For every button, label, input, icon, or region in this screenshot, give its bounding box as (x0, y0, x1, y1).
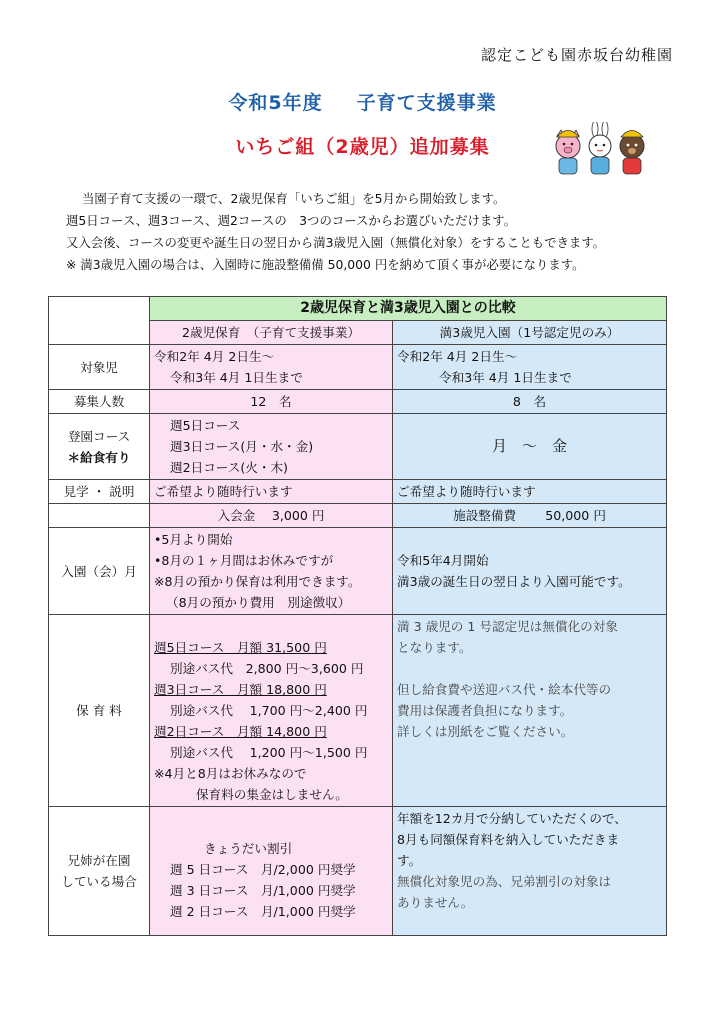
cell-value: 12 名 (150, 390, 393, 414)
row-label-line: 兄姉が在園 (67, 853, 131, 868)
cell-line: ※8月の預かり保育は利用できます。 (154, 574, 361, 589)
cell-line: 令和5年4月開始 (397, 553, 489, 568)
cell-line: きょうだい割引 (204, 840, 293, 856)
row-label: 見学 ・ 説明 (49, 480, 150, 504)
cell-line: ありません。 (397, 895, 474, 910)
row-label-line: している場合 (61, 874, 137, 889)
row-sibling (49, 807, 667, 936)
cell-line: 無償化対象児の為、兄弟割引の対象は (397, 874, 612, 889)
row-entry (49, 528, 667, 615)
row-label: 募集人数 (49, 390, 150, 414)
page-subtitle: いちご組（2歳児）追加募集 (235, 136, 490, 158)
intro-text (66, 188, 605, 276)
row-label: 対象児 (49, 345, 150, 390)
cell-line: 週2日コース 月額 14,800 円 (154, 724, 327, 739)
row-label-line: ＊給食有り (67, 449, 131, 465)
row-label: 入園（会）月 (49, 528, 150, 615)
cell-line: す。 (397, 853, 422, 868)
row-label (49, 807, 150, 936)
cell-value: ご希望より随時行います (150, 480, 393, 504)
row-course (49, 414, 667, 480)
row-count (49, 390, 667, 414)
cell-value: 8 名 (393, 390, 667, 414)
cell-line: 費用は保護者負担になります。 (397, 703, 573, 718)
intro-line: 当園子育て支援の一環で、2歳児保育「いちご組」を5月から開始致します。 (82, 191, 506, 206)
row-target (49, 345, 667, 390)
cell-line: 週5日コース 月額 31,500 円 (154, 640, 327, 655)
cell-value: ご希望より随時行います (393, 480, 667, 504)
table-title: 2歳児保育と満3歳児入園との比較 (150, 297, 667, 321)
cell-line: 満 3 歳児の 1 号認定児は無償化の対象 (397, 619, 618, 634)
row-visit (49, 480, 667, 504)
cell-line: （8月の預かり費用 別途徴収） (166, 595, 351, 610)
intro-line: 週5日コース、週3コース、週2コースの 3つのコースからお選びいただけます。 (66, 213, 517, 228)
cell-line: 週 5 日コース 月/2,000 円奨学 (170, 861, 356, 877)
cell-line: 但し給食費や送迎バス代・絵本代等の (397, 682, 612, 697)
cell-line: 詳しくは別紙をご覧ください。 (397, 724, 574, 739)
cell-line: 別途バス代 2,800 円～3,600 円 (170, 661, 364, 676)
intro-line: ※ 満3歳児入園の場合は、入園時に施設整備備 50,000 円を納めて頂く事が必要になります。 (66, 257, 585, 272)
cell-line: ※4月と8月はお休みなので (154, 766, 307, 781)
cell-value: 施設整備費 50,000 円 (393, 504, 667, 528)
cell-line: 週2日コース(火・木) (170, 460, 288, 475)
comparison-table (48, 296, 667, 936)
cell-line: 別途バス代 1,700 円～2,400 円 (170, 703, 368, 718)
cell-line: 令和2年 4月 2日生～ (154, 349, 275, 364)
row-label-line: 登園コース (67, 428, 131, 444)
cell-line: 週 3 日コース 月/1,000 円奨学 (170, 882, 356, 898)
column-header-2yo: 2歳児保育 （子育て支援事業） (150, 321, 393, 345)
cell-line: となります。 (397, 640, 472, 655)
cell-line: •8月の１ヶ月間はお休みですが (154, 553, 334, 568)
row-label-empty (49, 504, 150, 528)
cell-line: 令和3年 4月 1日生まで (170, 370, 303, 385)
cell-line: 8月も同額保育料を納入していただきま (397, 832, 620, 847)
cell-line: 別途バス代 1,200 円～1,500 円 (170, 745, 368, 760)
cell-line: 週5日コース (170, 418, 241, 433)
cell-line: 年額を12カ月で分納していただくので、 (397, 811, 627, 826)
cell-line: 満3歳の誕生日の翌日より入園可能です。 (397, 574, 631, 589)
cell-line: 週 2 日コース 月/1,000 円奨学 (170, 903, 356, 919)
cell-value: 月 ～ 金 (393, 414, 667, 480)
cell-line: 令和2年 4月 2日生～ (397, 349, 518, 364)
cell-line: 週3日コース 月額 18,800 円 (154, 682, 327, 697)
mascot-illustration (552, 122, 648, 178)
row-label: 保 育 料 (49, 615, 150, 807)
cell-line: 令和3年 4月 1日生まで (439, 370, 572, 385)
row-fee (49, 504, 667, 528)
table-corner (49, 297, 150, 345)
cell-line: 週3日コース(月・水・金) (170, 439, 314, 454)
row-label (49, 414, 150, 480)
page-title (0, 88, 725, 115)
title-program: 子育て支援事業 (356, 92, 497, 114)
intro-line: 又入会後、コースの変更や誕生日の翌日から満3歳児入園（無償化対象）をすることもできます。 (66, 235, 606, 250)
cell-line: •5月より開始 (154, 532, 233, 547)
organization-name: 認定こども園赤坂台幼稚園 (480, 46, 673, 64)
row-tuition (49, 615, 667, 807)
column-header-3yo: 満3歳児入園（1号認定児のみ） (393, 321, 667, 345)
cell-line: 保育料の集金はしません。 (196, 787, 348, 802)
title-year: 令和5年度 (228, 92, 323, 114)
cell-value: 入会金 3,000 円 (150, 504, 393, 528)
